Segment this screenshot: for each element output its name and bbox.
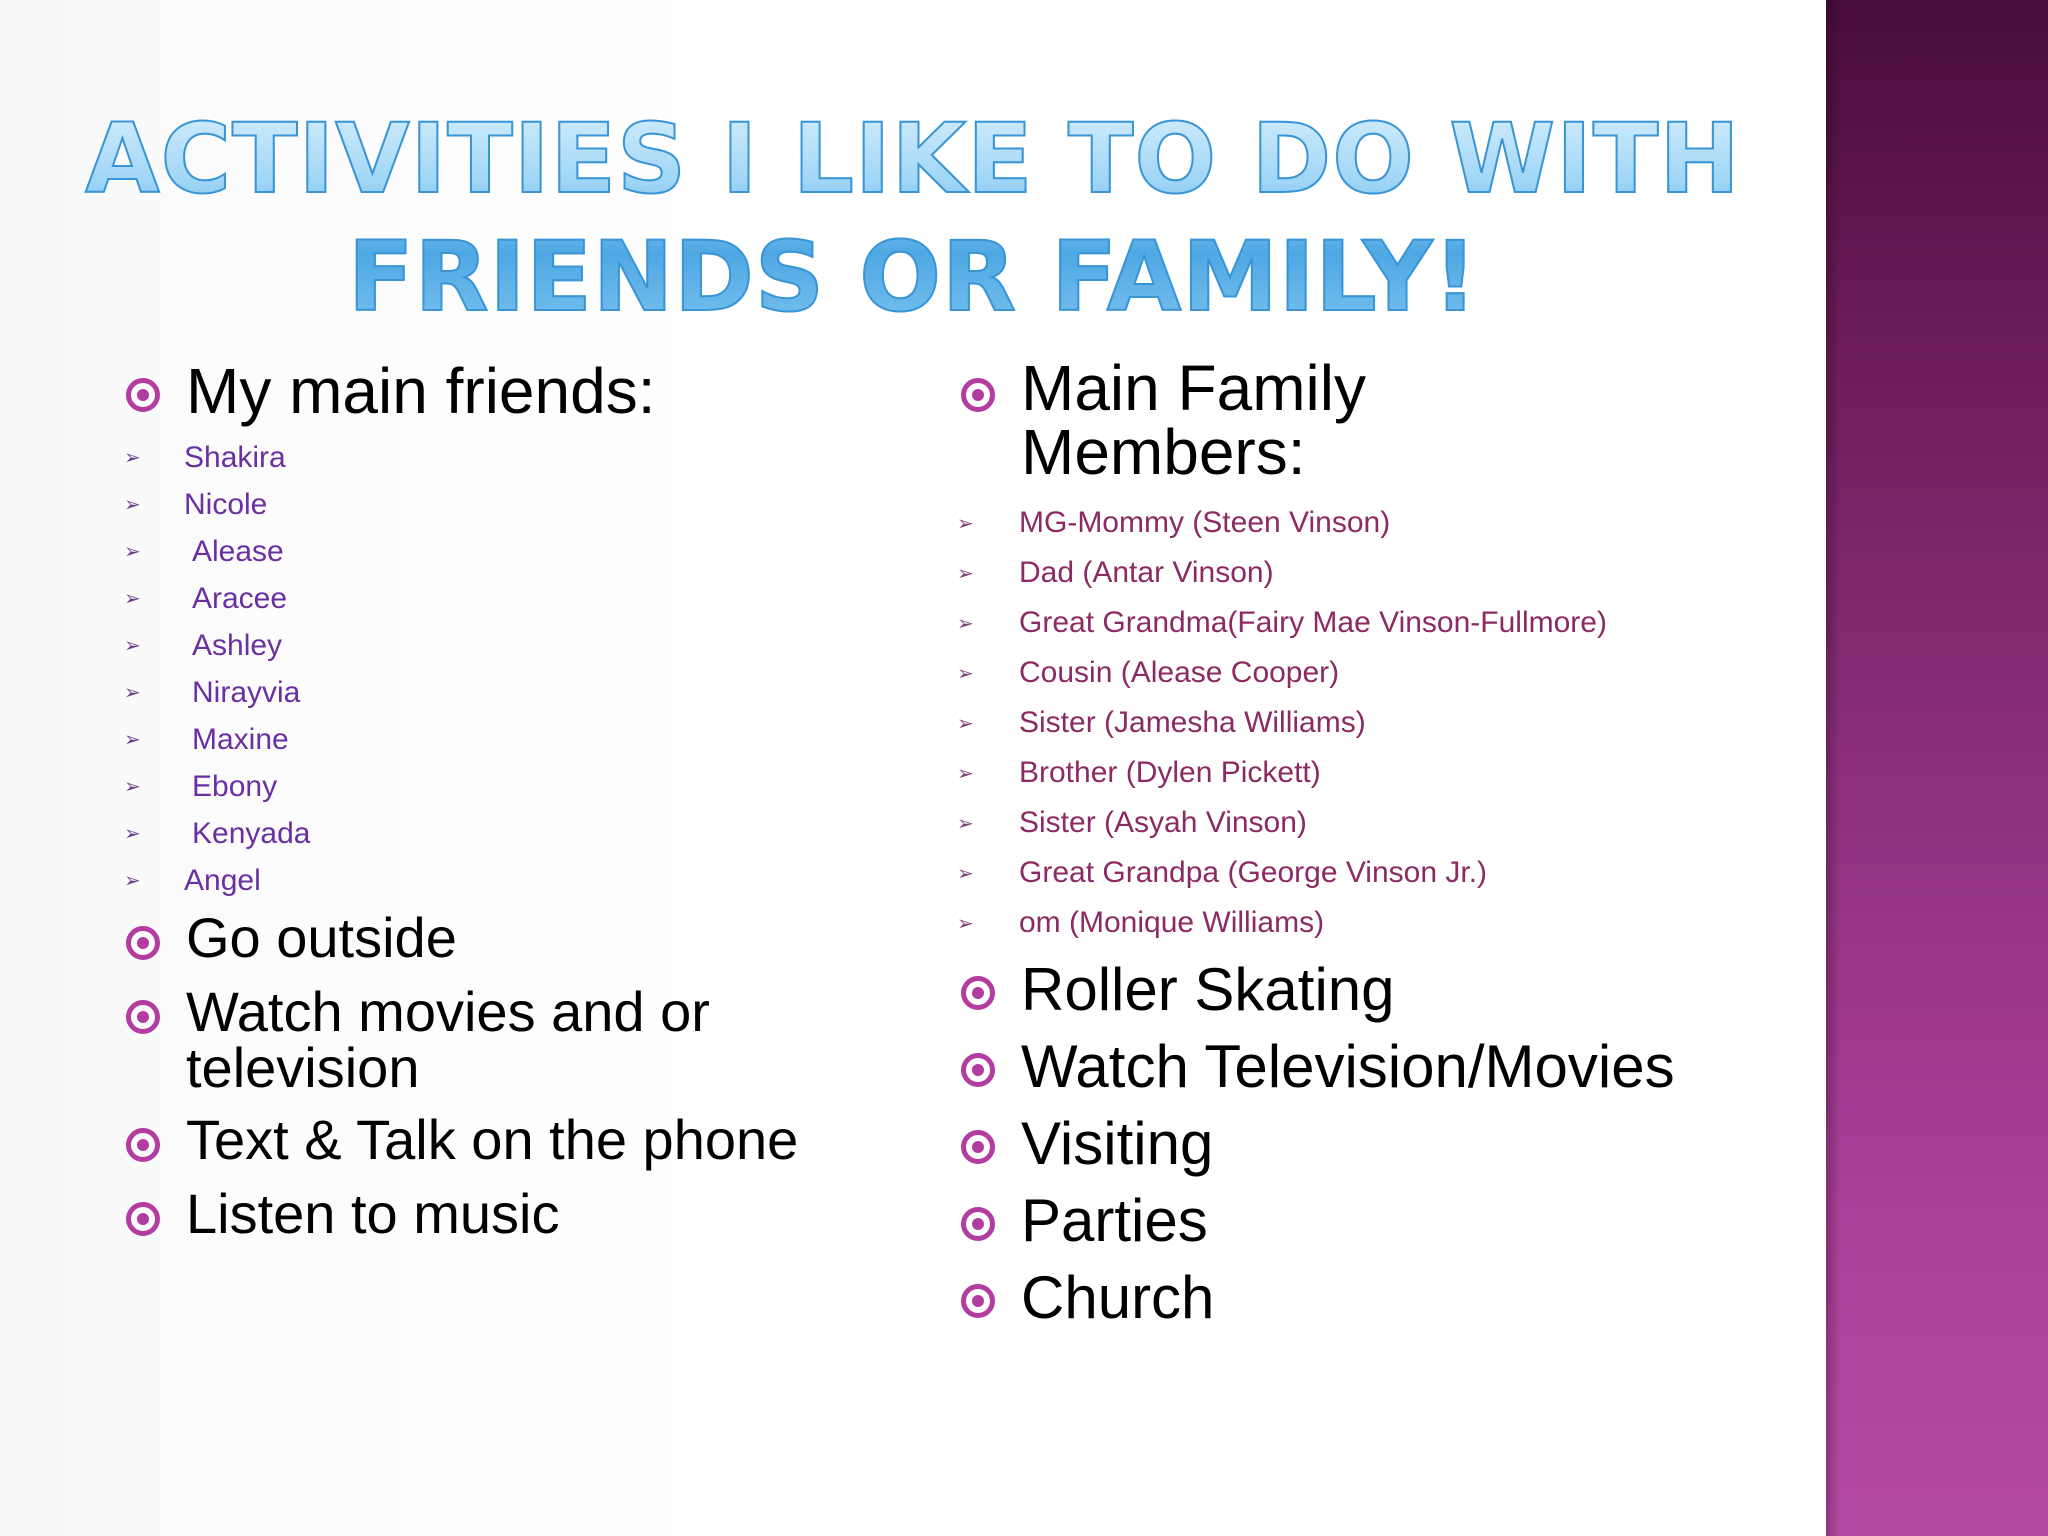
arrow-bullet-icon: ➢ [124, 870, 141, 892]
list-item: ➢ Nicole [120, 481, 920, 528]
arrow-bullet-icon: ➢ [124, 823, 141, 845]
family-heading-item [955, 352, 1735, 488]
list-item: ➢ Sister (Asyah Vinson) [957, 806, 1307, 839]
friends-list [120, 434, 920, 904]
title-line-2: FRIENDS OR FAMILY! [348, 221, 1478, 333]
ring-bullet-icon [120, 1112, 186, 1162]
ring-bullet-icon [120, 984, 186, 1034]
arrow-bullet-icon: ➢ [124, 776, 141, 798]
family-heading: Main Family Members: [1021, 352, 1366, 488]
family-column [955, 352, 1735, 1331]
list-item: ➢ Nirayvia [120, 669, 920, 716]
arrow-bullet-icon: ➢ [124, 729, 141, 751]
list-item: ➢ MG-Mommy (Steen Vinson) [957, 506, 1391, 539]
list-item: ➢ Brother (Dylen Pickett) [957, 756, 1321, 789]
ring-bullet-icon [120, 1186, 186, 1236]
activity-item: Church [955, 1266, 1735, 1330]
activity-item: Roller Skating [955, 958, 1735, 1022]
activity-item: Parties [955, 1189, 1735, 1253]
title-line-1: ACTIVITIES I LIKE TO DO WITH [85, 103, 1741, 215]
friends-heading: My main friends: [186, 355, 656, 427]
list-item: ➢ Sister (Jamesha Williams) [957, 706, 1366, 739]
list-item: ➢ Ebony [120, 763, 920, 810]
ring-bullet-icon [955, 356, 1021, 412]
ring-bullet-icon [120, 910, 186, 960]
ring-bullet-icon [955, 958, 1021, 1010]
list-item: ➢ om (Monique Williams) [957, 906, 1325, 939]
ring-bullet-icon [955, 1035, 1021, 1087]
ring-bullet-icon [120, 356, 186, 412]
decorative-side-band [1826, 0, 2048, 1536]
list-item: ➢ Kenyada [120, 810, 920, 857]
arrow-bullet-icon: ➢ [124, 682, 141, 704]
ring-bullet-icon [955, 1189, 1021, 1241]
friends-column [120, 355, 920, 1245]
friends-heading-item [120, 356, 920, 426]
activity-item: Watch Television/Movies [955, 1035, 1735, 1099]
ring-bullet-icon [955, 1112, 1021, 1164]
arrow-bullet-icon: ➢ [957, 562, 974, 585]
arrow-bullet-icon: ➢ [957, 612, 974, 635]
arrow-bullet-icon: ➢ [957, 862, 974, 885]
ring-bullet-icon [955, 1266, 1021, 1318]
list-item: ➢ Cousin (Alease Cooper) [957, 656, 1340, 689]
list-item: ➢ Aracee [120, 575, 920, 622]
activity-item: Watch movies and or television [120, 984, 920, 1096]
family-list [955, 498, 1735, 948]
list-item: ➢ Great Grandma(Fairy Mae Vinson-Fullmore) [957, 606, 1607, 639]
activity-item: Visiting [955, 1112, 1735, 1176]
arrow-bullet-icon: ➢ [957, 762, 974, 785]
activity-item: Go outside [120, 910, 920, 966]
arrow-bullet-icon: ➢ [124, 635, 141, 657]
arrow-bullet-icon: ➢ [957, 812, 974, 835]
arrow-bullet-icon: ➢ [957, 662, 974, 685]
list-item: ➢ Dad (Antar Vinson) [957, 556, 1274, 589]
arrow-bullet-icon: ➢ [124, 494, 141, 516]
arrow-bullet-icon: ➢ [124, 588, 141, 610]
slide-title [0, 100, 1826, 336]
list-item: ➢ Ashley [120, 622, 920, 669]
arrow-bullet-icon: ➢ [124, 541, 141, 563]
list-item: ➢ Alease [120, 528, 920, 575]
activity-item: Text & Talk on the phone [120, 1112, 920, 1168]
list-item: ➢ Maxine [120, 716, 920, 763]
arrow-bullet-icon: ➢ [957, 712, 974, 735]
list-item: ➢ Shakira [120, 434, 920, 481]
arrow-bullet-icon: ➢ [957, 912, 974, 935]
arrow-bullet-icon: ➢ [957, 512, 974, 535]
arrow-bullet-icon: ➢ [124, 447, 141, 469]
list-item: ➢ Angel [120, 857, 920, 904]
activity-item: Listen to music [120, 1186, 920, 1242]
list-item: ➢ Great Grandpa (George Vinson Jr.) [957, 856, 1488, 889]
